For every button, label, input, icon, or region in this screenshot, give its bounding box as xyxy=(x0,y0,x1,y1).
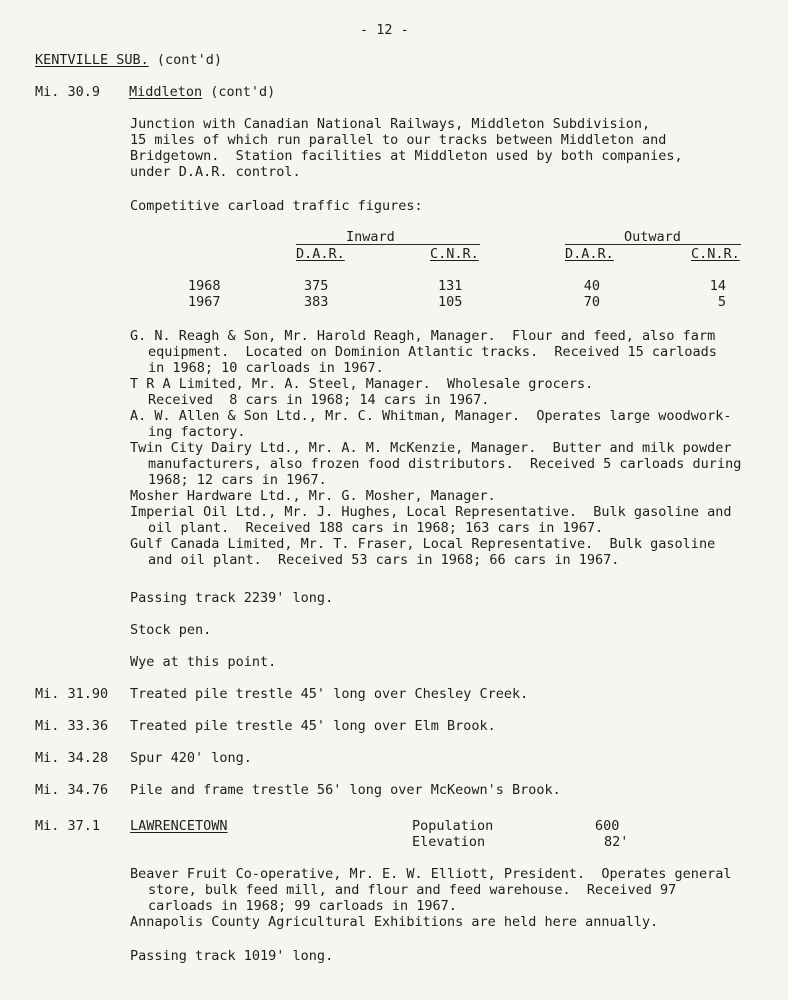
milepost-text: Pile and frame trestle 56' long over McKeown's Brook. xyxy=(130,782,561,798)
industry-line: T R A Limited, Mr. A. Steel, Manager. Wholesale grocers. xyxy=(130,376,594,392)
industry-line: equipment. Located on Dominion Atlantic tracks. Received 15 carloads xyxy=(148,344,717,360)
table-cell: 105 xyxy=(438,294,463,310)
milepost-middleton: Mi. 30.9 xyxy=(35,84,101,100)
table-cell: 40 xyxy=(583,278,600,294)
group-outward: Outward xyxy=(624,229,681,245)
industry-line: Imperial Oil Ltd., Mr. J. Hughes, Local Representative. Bulk gasoline and xyxy=(130,504,732,520)
milepost-mileage: Mi. 34.28 xyxy=(35,750,109,766)
industry-line: A. W. Allen & Son Ltd., Mr. C. Whitman, Manager. Operates large woodwork- xyxy=(130,408,732,424)
passing-track-lawrencetown: Passing track 1019' long. xyxy=(130,948,334,964)
industry-line: ing factory. xyxy=(148,424,246,440)
industry-line: 1968; 12 cars in 1967. xyxy=(148,472,327,488)
station-heading-middleton xyxy=(129,84,275,100)
industry-line: in 1968; 10 carloads in 1967. xyxy=(148,360,384,376)
table-row-year: 1968 xyxy=(188,278,221,294)
elevation-label: Elevation xyxy=(412,834,486,850)
traffic-intro: Competitive carload traffic figures: xyxy=(130,198,423,214)
table-cell: 70 xyxy=(583,294,600,310)
milepost-mileage: Mi. 31.90 xyxy=(35,686,109,702)
col-header-dar-outward: D.A.R. xyxy=(565,246,614,262)
table-cell: 5 xyxy=(717,294,726,310)
lawrencetown-line: store, bulk feed mill, and flour and feed warehouse. Received 97 xyxy=(148,882,677,898)
milepost-mileage: Mi. 34.76 xyxy=(35,782,109,798)
page-number: - 12 - xyxy=(360,22,409,38)
station-name-middleton: Middleton xyxy=(129,84,203,100)
col-header-cnr-outward: C.N.R. xyxy=(691,246,740,262)
table-cell: 14 xyxy=(709,278,726,294)
stock-pen: Stock pen. xyxy=(130,622,212,638)
passing-track-middleton: Passing track 2239' long. xyxy=(130,590,334,606)
industry-line: Twin City Dairy Ltd., Mr. A. M. McKenzie, Manager. Butter and milk powder xyxy=(130,440,732,456)
junction-line: under D.A.R. control. xyxy=(130,164,301,180)
industry-line: oil plant. Received 188 cars in 1968; 163 cars in 1967. xyxy=(148,520,604,536)
section-header-suffix: (cont'd) xyxy=(148,52,222,68)
population-value: 600 xyxy=(595,818,620,834)
elevation-value: 82' xyxy=(604,834,629,850)
group-inward: Inward xyxy=(346,229,395,245)
population-label: Population xyxy=(412,818,494,834)
wye-note: Wye at this point. xyxy=(130,654,277,670)
industry-line: G. N. Reagh & Son, Mr. Harold Reagh, Manager. Flour and feed, also farm xyxy=(130,328,716,344)
lawrencetown-line: carloads in 1968; 99 carloads in 1967. xyxy=(148,898,457,914)
lawrencetown-paragraph xyxy=(130,866,780,930)
junction-paragraph xyxy=(130,116,780,180)
table-cell: 383 xyxy=(304,294,329,310)
table-row-year: 1967 xyxy=(188,294,221,310)
junction-line: Junction with Canadian National Railways, Middleton Subdivision, xyxy=(130,116,651,132)
table-cell: 131 xyxy=(438,278,463,294)
milepost-text: Treated pile trestle 45' long over Chesley Creek. xyxy=(130,686,529,702)
section-header-title: KENTVILLE SUB. xyxy=(35,52,149,68)
lawrencetown-line: Annapolis County Agricultural Exhibitions are held here annually. xyxy=(130,914,659,930)
industry-line: Received 8 cars in 1968; 14 cars in 1967. xyxy=(148,392,490,408)
milepost-lawrencetown: Mi. 37.1 xyxy=(35,818,101,834)
industry-line: and oil plant. Received 53 cars in 1968; 66 cars in 1967. xyxy=(148,552,620,568)
col-header-cnr-inward: C.N.R. xyxy=(430,246,479,262)
junction-line: 15 miles of which run parallel to our tracks between Middleton and xyxy=(130,132,667,148)
milepost-mileage: Mi. 33.36 xyxy=(35,718,109,734)
junction-line: Bridgetown. Station facilities at Middleton used by both companies, xyxy=(130,148,683,164)
industry-line: Mosher Hardware Ltd., Mr. G. Mosher, Manager. xyxy=(130,488,496,504)
table-cell: 375 xyxy=(304,278,329,294)
industry-line: manufacturers, also frozen food distributors. Received 5 carloads during xyxy=(148,456,742,472)
section-header xyxy=(35,52,222,68)
milepost-text: Treated pile trestle 45' long over Elm Brook. xyxy=(130,718,496,734)
lawrencetown-line: Beaver Fruit Co-operative, Mr. E. W. Elliott, President. Operates general xyxy=(130,866,732,882)
milepost-text: Spur 420' long. xyxy=(130,750,252,766)
industries-list xyxy=(130,328,780,568)
col-header-dar-inward: D.A.R. xyxy=(296,246,345,262)
station-name-lawrencetown: LAWRENCETOWN xyxy=(130,818,228,834)
industry-line: Gulf Canada Limited, Mr. T. Fraser, Local Representative. Bulk gasoline xyxy=(130,536,716,552)
station-name-suffix: (cont'd) xyxy=(202,84,276,100)
